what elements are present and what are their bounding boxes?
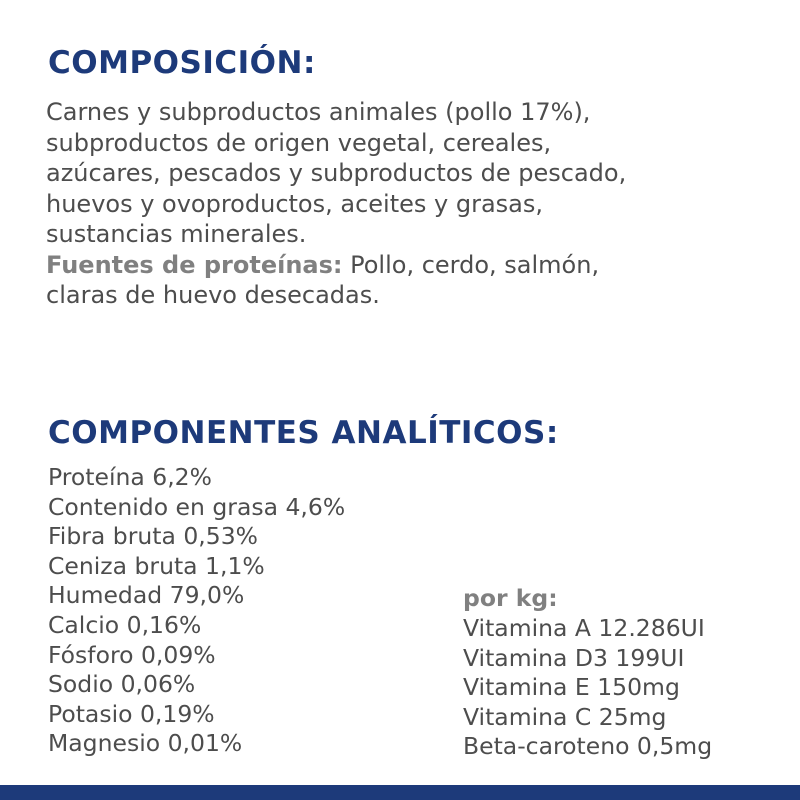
list-item: Sodio 0,06% xyxy=(48,670,196,699)
composition-text xyxy=(46,97,766,311)
protein-sources-line xyxy=(46,250,766,281)
list-item: Contenido en grasa 4,6% xyxy=(48,492,346,521)
composition-line: huevos y ovoproductos, aceites y grasas, xyxy=(46,189,543,218)
list-item: Fósforo 0,09% xyxy=(48,640,216,669)
list-item: Vitamina A 12.286UI xyxy=(463,614,705,642)
list-item: Humedad 79,0% xyxy=(48,581,245,610)
protein-sources-label: Fuentes de proteínas: xyxy=(46,250,343,279)
list-item: Fibra bruta 0,53% xyxy=(48,522,258,551)
composition-line: Carnes y subproductos animales (pollo 17%), xyxy=(46,98,591,126)
protein-sources-text: Pollo, cerdo, salmón, xyxy=(342,250,600,279)
list-item: Calcio 0,16% xyxy=(48,610,202,639)
list-item: Vitamina D3 199UI xyxy=(463,643,685,672)
list-item: Beta-caroteno 0,5mg xyxy=(463,732,713,761)
footer-bar xyxy=(0,785,800,800)
composition-line: subproductos de origen vegetal, cereales, xyxy=(46,128,552,157)
list-item: Proteína 6,2% xyxy=(48,463,212,491)
list-item: Potasio 0,19% xyxy=(48,699,215,728)
protein-sources-line-2: claras de huevo desecadas. xyxy=(46,281,380,309)
list-item: Magnesio 0,01% xyxy=(48,729,243,758)
per-kg-label: por kg: xyxy=(463,584,558,612)
composition-line: azúcares, pescados y subproductos de pescado, xyxy=(46,159,627,187)
vitamins-list xyxy=(463,614,712,762)
list-item: Vitamina E 150mg xyxy=(463,673,680,702)
analytical-heading: COMPONENTES ANALÍTICOS: xyxy=(48,415,559,451)
analytical-list xyxy=(48,463,345,759)
list-item: Ceniza bruta 1,1% xyxy=(48,551,265,580)
composition-line: sustancias minerales. xyxy=(46,220,307,248)
list-item: Vitamina C 25mg xyxy=(463,702,667,731)
composition-heading: COMPOSICIÓN: xyxy=(48,45,316,81)
